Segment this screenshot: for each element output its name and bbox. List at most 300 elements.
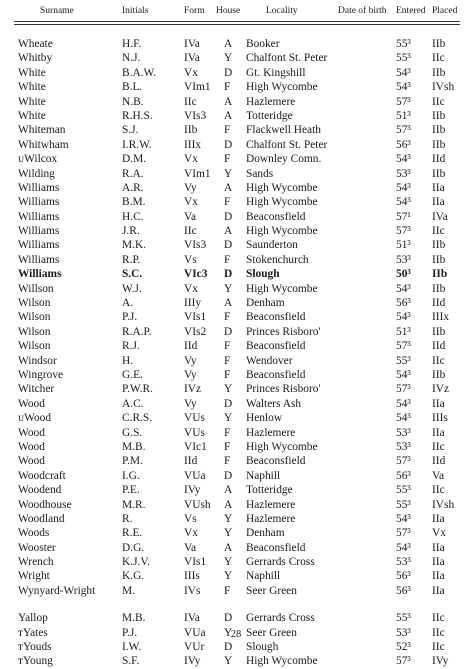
table-row <box>0 181 472 195</box>
locality-cell: Gerrards Cross <box>246 556 315 569</box>
entered-cell: 51³ <box>396 239 411 252</box>
initials-cell: J.R. <box>122 225 140 238</box>
locality-cell: Totteridge <box>246 109 293 122</box>
form-cell: IIIy <box>184 297 202 310</box>
locality-cell: Chalfont St. Peter <box>246 52 328 65</box>
surname-cell: Whitby <box>18 52 53 65</box>
table-row <box>0 397 472 411</box>
table-row <box>0 51 472 65</box>
entered-cell: 57¹ <box>396 210 411 223</box>
house-cell: F <box>224 196 231 209</box>
locality-cell: Slough <box>246 641 279 654</box>
form-cell: Vs <box>184 253 197 266</box>
locality-cell: High Wycombe <box>246 282 318 295</box>
table-row <box>0 339 472 353</box>
house-cell: A <box>224 38 233 50</box>
house-cell: Y <box>224 570 233 583</box>
form-cell: IVy <box>184 655 201 668</box>
entered-cell: 53³ <box>396 426 411 439</box>
initials-cell: B.M. <box>122 196 146 209</box>
table-row <box>0 541 472 555</box>
form-cell: VIs1 <box>184 311 207 324</box>
entered-cell: 54³ <box>396 153 411 166</box>
house-cell: F <box>224 153 231 166</box>
locality-cell: Naphill <box>246 469 281 482</box>
initials-cell: W.J. <box>122 282 142 295</box>
locality-cell: Beaconsfield <box>246 210 306 223</box>
locality-cell: Henlow <box>246 412 283 425</box>
placed-cell: IIa <box>432 181 445 194</box>
table-row <box>0 569 472 583</box>
entered-cell: 54³ <box>396 397 411 410</box>
header-entered: Entered <box>396 6 426 16</box>
house-cell: F <box>224 354 231 367</box>
table-row <box>0 152 472 166</box>
form-cell: IVy <box>184 484 201 497</box>
placed-cell: IIb <box>432 109 446 122</box>
initials-cell: N.J. <box>122 52 141 65</box>
locality-cell: Naphill <box>246 570 281 583</box>
placed-cell: IId <box>432 455 446 468</box>
form-cell: VUs <box>184 412 205 425</box>
locality-cell: Sands <box>246 167 274 180</box>
entered-cell: 54³ <box>396 368 411 381</box>
surname-cell: White <box>18 95 46 108</box>
form-cell: IIb <box>184 124 198 137</box>
house-cell: D <box>224 612 233 625</box>
initials-cell: M. <box>122 584 135 597</box>
table-row <box>0 454 472 468</box>
entered-cell: 55³ <box>396 484 411 497</box>
entered-cell: 54³ <box>396 81 411 94</box>
surname-cell: Wilson <box>18 340 51 353</box>
register-table <box>0 37 472 669</box>
entered-cell: 55³ <box>396 354 411 367</box>
placed-cell: IIa <box>432 584 445 597</box>
surname-cell: Woodland <box>18 512 65 525</box>
house-cell: D <box>224 210 233 223</box>
entered-cell: 57³ <box>396 340 411 353</box>
form-cell: IVa <box>184 38 200 50</box>
house-cell: D <box>224 469 233 482</box>
header-dob: Date of birth <box>338 6 387 16</box>
header-house: House <box>216 6 241 16</box>
house-cell: Y <box>224 626 233 639</box>
entered-cell: 55³ <box>396 612 411 625</box>
entered-cell: 54³ <box>396 181 411 194</box>
locality-cell: High Wycombe <box>246 225 318 238</box>
form-cell: IIIx <box>184 138 202 151</box>
surname-cell: Woodend <box>18 484 62 497</box>
table-row <box>0 210 472 224</box>
form-cell: VUr <box>184 641 205 654</box>
placed-cell: IIc <box>432 225 445 238</box>
form-cell: IVz <box>184 383 202 396</box>
surname-cell: Woodcraft <box>18 469 66 482</box>
initials-cell: R.E. <box>122 527 143 540</box>
initials-cell: M.B. <box>122 440 146 453</box>
placed-cell: IIa <box>432 196 445 209</box>
surname-cell: Yallop <box>18 612 48 625</box>
house-cell: D <box>224 325 233 338</box>
initials-cell: B.L. <box>122 81 143 94</box>
form-cell: Vy <box>184 368 197 381</box>
table-row <box>0 310 472 324</box>
surname-cell: Wood <box>18 440 45 453</box>
initials-cell: B.A.W. <box>122 66 157 79</box>
locality-cell: Seer Green <box>246 584 297 597</box>
section-gap <box>0 598 472 611</box>
locality-cell: Denham <box>246 297 285 310</box>
locality-cell: Gt. Kingshill <box>246 66 306 79</box>
locality-cell: Beaconsfield <box>246 340 306 353</box>
table-row <box>0 354 472 368</box>
initials-cell: R.H.S. <box>122 109 153 122</box>
locality-cell: Downley Comn. <box>246 153 322 166</box>
header-rule-bottom <box>14 24 460 25</box>
form-cell: Vy <box>184 181 197 194</box>
table-row <box>0 167 472 181</box>
locality-cell: Beaconsfield <box>246 368 306 381</box>
house-cell: Y <box>224 655 233 668</box>
table-row <box>0 411 472 425</box>
surname-cell: Wilson <box>18 311 51 324</box>
house-cell: Y <box>224 383 233 396</box>
table-row <box>0 282 472 296</box>
surname-cell: Woods <box>18 527 50 540</box>
entered-cell: 56³ <box>396 297 411 310</box>
house-cell: D <box>224 138 233 151</box>
initials-cell: H. <box>122 354 134 367</box>
table-row <box>0 80 472 94</box>
placed-cell: IIb <box>432 253 446 266</box>
house-cell: Y <box>224 167 233 180</box>
house-cell: D <box>224 268 233 281</box>
house-cell: Y <box>224 282 233 295</box>
placed-cell: IVz <box>432 383 450 396</box>
house-cell: D <box>224 66 233 79</box>
placed-cell: IIc <box>432 641 445 654</box>
placed-cell: IIb <box>432 66 446 79</box>
house-cell: A <box>224 297 233 310</box>
surname-cell: Wingrove <box>18 368 64 381</box>
surname-cell: Wilson <box>18 297 51 310</box>
placed-cell: IIb <box>432 368 446 381</box>
locality-cell: Stokenchurch <box>246 253 309 266</box>
surname-cell: Wilson <box>18 325 51 338</box>
surname-cell: Wooster <box>18 541 56 554</box>
entered-cell: 57³ <box>396 455 411 468</box>
entered-cell: 53³ <box>396 556 411 569</box>
initials-cell: M.R. <box>122 498 146 511</box>
form-cell: IVa <box>184 612 200 625</box>
entered-cell: 54³ <box>396 412 411 425</box>
entered-cell: 55³ <box>396 52 411 65</box>
entered-cell: 56³ <box>396 469 411 482</box>
house-cell: A <box>224 181 233 194</box>
initials-cell: C.R.S. <box>122 412 153 425</box>
form-cell: VUs <box>184 426 205 439</box>
header-rule-top <box>14 21 460 22</box>
initials-cell: P.W.R. <box>122 383 153 396</box>
table-row <box>0 138 472 152</box>
table-row <box>0 426 472 440</box>
surname-cell: Wilding <box>18 167 55 180</box>
locality-cell: Hazlemere <box>246 512 296 525</box>
table-row <box>0 325 472 339</box>
surname-cell: Williams <box>18 225 60 238</box>
locality-cell: Denham <box>246 527 285 540</box>
placed-cell: IIc <box>432 354 445 367</box>
initials-cell: R.P. <box>122 253 141 266</box>
form-cell: Vx <box>184 282 198 295</box>
initials-cell: P.J. <box>122 311 138 324</box>
table-row <box>0 498 472 512</box>
surname-cell: ᴛYouds <box>18 641 52 654</box>
entered-cell: 57³ <box>396 95 411 108</box>
surname-cell: Wrench <box>18 556 54 569</box>
surname-cell: ᴜWood <box>18 412 52 425</box>
locality-cell: Beaconsfield <box>246 541 306 554</box>
initials-cell: H.F. <box>122 38 142 50</box>
placed-cell: IId <box>432 340 446 353</box>
table-row <box>0 640 472 654</box>
initials-cell: A.R. <box>122 181 144 194</box>
locality-cell: High Wycombe <box>246 181 318 194</box>
form-cell: Vx <box>184 196 198 209</box>
placed-cell: IIb <box>432 167 446 180</box>
locality-cell: Beaconsfield <box>246 455 306 468</box>
house-cell: A <box>224 225 233 238</box>
locality-cell: Booker <box>246 38 280 50</box>
table-row <box>0 195 472 209</box>
locality-cell: Beaconsfield <box>246 311 306 324</box>
form-cell: VUsh <box>184 498 211 511</box>
entered-cell: 51³ <box>396 325 411 338</box>
locality-cell: High Wycombe <box>246 81 318 94</box>
locality-cell: Hazlemere <box>246 426 296 439</box>
table-row <box>0 95 472 109</box>
surname-cell: Williams <box>18 253 60 266</box>
house-cell: A <box>224 484 233 497</box>
form-cell: IVs <box>184 584 201 597</box>
initials-cell: R. <box>122 512 133 525</box>
form-cell: IVa <box>184 52 200 65</box>
locality-cell: Saunderton <box>246 239 298 252</box>
initials-cell: G.S. <box>122 426 143 439</box>
form-cell: VIs1 <box>184 556 207 569</box>
house-cell: Y <box>224 52 233 65</box>
placed-cell: IIc <box>432 626 445 639</box>
placed-cell: IVy <box>432 655 449 668</box>
table-row <box>0 382 472 396</box>
table-row <box>0 611 472 625</box>
locality-cell: Slough <box>246 268 280 281</box>
table-row <box>0 483 472 497</box>
form-cell: Va <box>184 541 197 554</box>
entered-cell: 51³ <box>396 109 411 122</box>
placed-cell: IIa <box>432 397 445 410</box>
surname-cell: ᴛYoung <box>18 655 53 668</box>
form-cell: Vs <box>184 512 197 525</box>
page-number: 28 <box>230 629 242 640</box>
entered-cell: 56³ <box>396 584 411 597</box>
placed-cell: Va <box>432 469 445 482</box>
entered-cell: 57³ <box>396 124 411 137</box>
form-cell: VIs2 <box>184 325 207 338</box>
form-cell: Va <box>184 210 197 223</box>
form-cell: IIc <box>184 95 197 108</box>
surname-cell: Whitwham <box>18 138 69 151</box>
table-row <box>0 654 472 668</box>
house-cell: F <box>224 368 231 381</box>
surname-cell: ᴛYates <box>18 626 48 639</box>
initials-cell: P.J. <box>122 626 138 639</box>
placed-cell: IIa <box>432 512 445 525</box>
placed-cell: IIc <box>432 52 445 65</box>
locality-cell: High Wycombe <box>246 196 318 209</box>
table-row <box>0 368 472 382</box>
entered-cell: 54³ <box>396 541 411 554</box>
table-row <box>0 469 472 483</box>
house-cell: A <box>224 541 233 554</box>
table-row <box>0 440 472 454</box>
table-row <box>0 66 472 80</box>
surname-cell: Williams <box>18 210 60 223</box>
initials-cell: G.E. <box>122 368 143 381</box>
placed-cell: IIc <box>432 95 445 108</box>
placed-cell: IIb <box>432 268 448 281</box>
placed-cell: IIb <box>432 325 446 338</box>
entered-cell: 50³ <box>396 268 411 281</box>
surname-cell: Windsor <box>18 354 57 367</box>
placed-cell: IIa <box>432 556 445 569</box>
entered-cell: 57³ <box>396 225 411 238</box>
initials-cell: P.E. <box>122 484 140 497</box>
house-cell: A <box>224 95 233 108</box>
placed-cell: IIb <box>432 124 446 137</box>
placed-cell: IVa <box>432 210 448 223</box>
placed-cell: IIc <box>432 440 445 453</box>
placed-cell: IIb <box>432 38 446 50</box>
header-placed: Placed <box>432 6 458 16</box>
entered-cell: 57³ <box>396 383 411 396</box>
header-form: Form <box>184 6 205 16</box>
form-cell: VUa <box>184 469 206 482</box>
placed-cell: IIb <box>432 239 446 252</box>
entered-cell: 54³ <box>396 282 411 295</box>
entered-cell: 54³ <box>396 196 411 209</box>
house-cell: Y <box>224 527 233 540</box>
house-cell: F <box>224 426 231 439</box>
header-surname: Surname <box>40 6 74 16</box>
initials-cell: N.B. <box>122 95 144 108</box>
form-cell: IIc <box>184 225 197 238</box>
entered-cell: 57³ <box>396 655 411 668</box>
surname-cell: Wynyard-Wright <box>18 584 96 597</box>
table-row <box>0 253 472 267</box>
house-cell: F <box>224 340 231 353</box>
entered-cell: 57³ <box>396 527 411 540</box>
placed-cell: IIa <box>432 426 445 439</box>
placed-cell: IIa <box>432 541 445 554</box>
initials-cell: D.M. <box>122 153 147 166</box>
house-cell: D <box>224 397 233 410</box>
table-row <box>0 37 472 51</box>
locality-cell: Gerrards Cross <box>246 612 315 625</box>
locality-cell: Wendover <box>246 354 293 367</box>
surname-cell: Williams <box>18 268 62 281</box>
form-cell: VIs3 <box>184 109 207 122</box>
form-cell: IId <box>184 340 198 353</box>
placed-cell: IIb <box>432 138 446 151</box>
initials-cell: P.M. <box>122 455 143 468</box>
table-row <box>0 512 472 526</box>
locality-cell: Flackwell Heath <box>246 124 321 137</box>
surname-cell: White <box>18 66 46 79</box>
locality-cell: Seer Green <box>246 626 297 639</box>
entered-cell: 53³ <box>396 440 411 453</box>
entered-cell: 54³ <box>396 66 411 79</box>
initials-cell: R.J. <box>122 340 140 353</box>
initials-cell: S.J. <box>122 124 139 137</box>
locality-cell: Chalfont St. Peter <box>246 138 328 151</box>
surname-cell: Whiteman <box>18 124 66 137</box>
entered-cell: 54³ <box>396 512 411 525</box>
locality-cell: Princes Risboro' <box>246 383 321 396</box>
placed-cell: IIc <box>432 612 445 625</box>
house-cell: F <box>224 311 231 324</box>
form-cell: Vy <box>184 397 197 410</box>
house-cell: F <box>224 124 231 137</box>
placed-cell: IVsh <box>432 498 455 511</box>
table-row <box>0 584 472 598</box>
form-cell: VIm1 <box>184 81 211 94</box>
initials-cell: S.C. <box>122 268 143 281</box>
initials-cell: M.K. <box>122 239 147 252</box>
placed-cell: IId <box>432 297 446 310</box>
table-row <box>0 526 472 540</box>
column-headers <box>0 6 472 20</box>
entered-cell: 53³ <box>396 167 411 180</box>
initials-cell: I.R.W. <box>122 138 152 151</box>
entered-cell: 53³ <box>396 626 411 639</box>
entered-cell: 54³ <box>396 311 411 324</box>
placed-cell: IIIx <box>432 311 450 324</box>
initials-cell: K.G. <box>122 570 145 583</box>
table-row <box>0 224 472 238</box>
form-cell: Vx <box>184 527 198 540</box>
form-cell: VIc3 <box>184 268 208 281</box>
table-row <box>0 267 472 281</box>
initials-cell: S.F. <box>122 655 140 668</box>
surname-cell: White <box>18 109 46 122</box>
surname-cell: Witcher <box>18 383 55 396</box>
header-initials: Initials <box>122 6 149 16</box>
surname-cell: Williams <box>18 196 60 209</box>
house-cell: F <box>224 455 231 468</box>
initials-cell: I.W. <box>122 641 142 654</box>
house-cell: D <box>224 641 233 654</box>
initials-cell: A.C. <box>122 397 144 410</box>
form-cell: IIIs <box>184 570 200 583</box>
placed-cell: IIa <box>432 570 445 583</box>
house-cell: Y <box>224 556 233 569</box>
entered-cell: 53³ <box>396 253 411 266</box>
house-cell: F <box>224 440 231 453</box>
form-cell: VIm1 <box>184 167 211 180</box>
table-row <box>0 296 472 310</box>
